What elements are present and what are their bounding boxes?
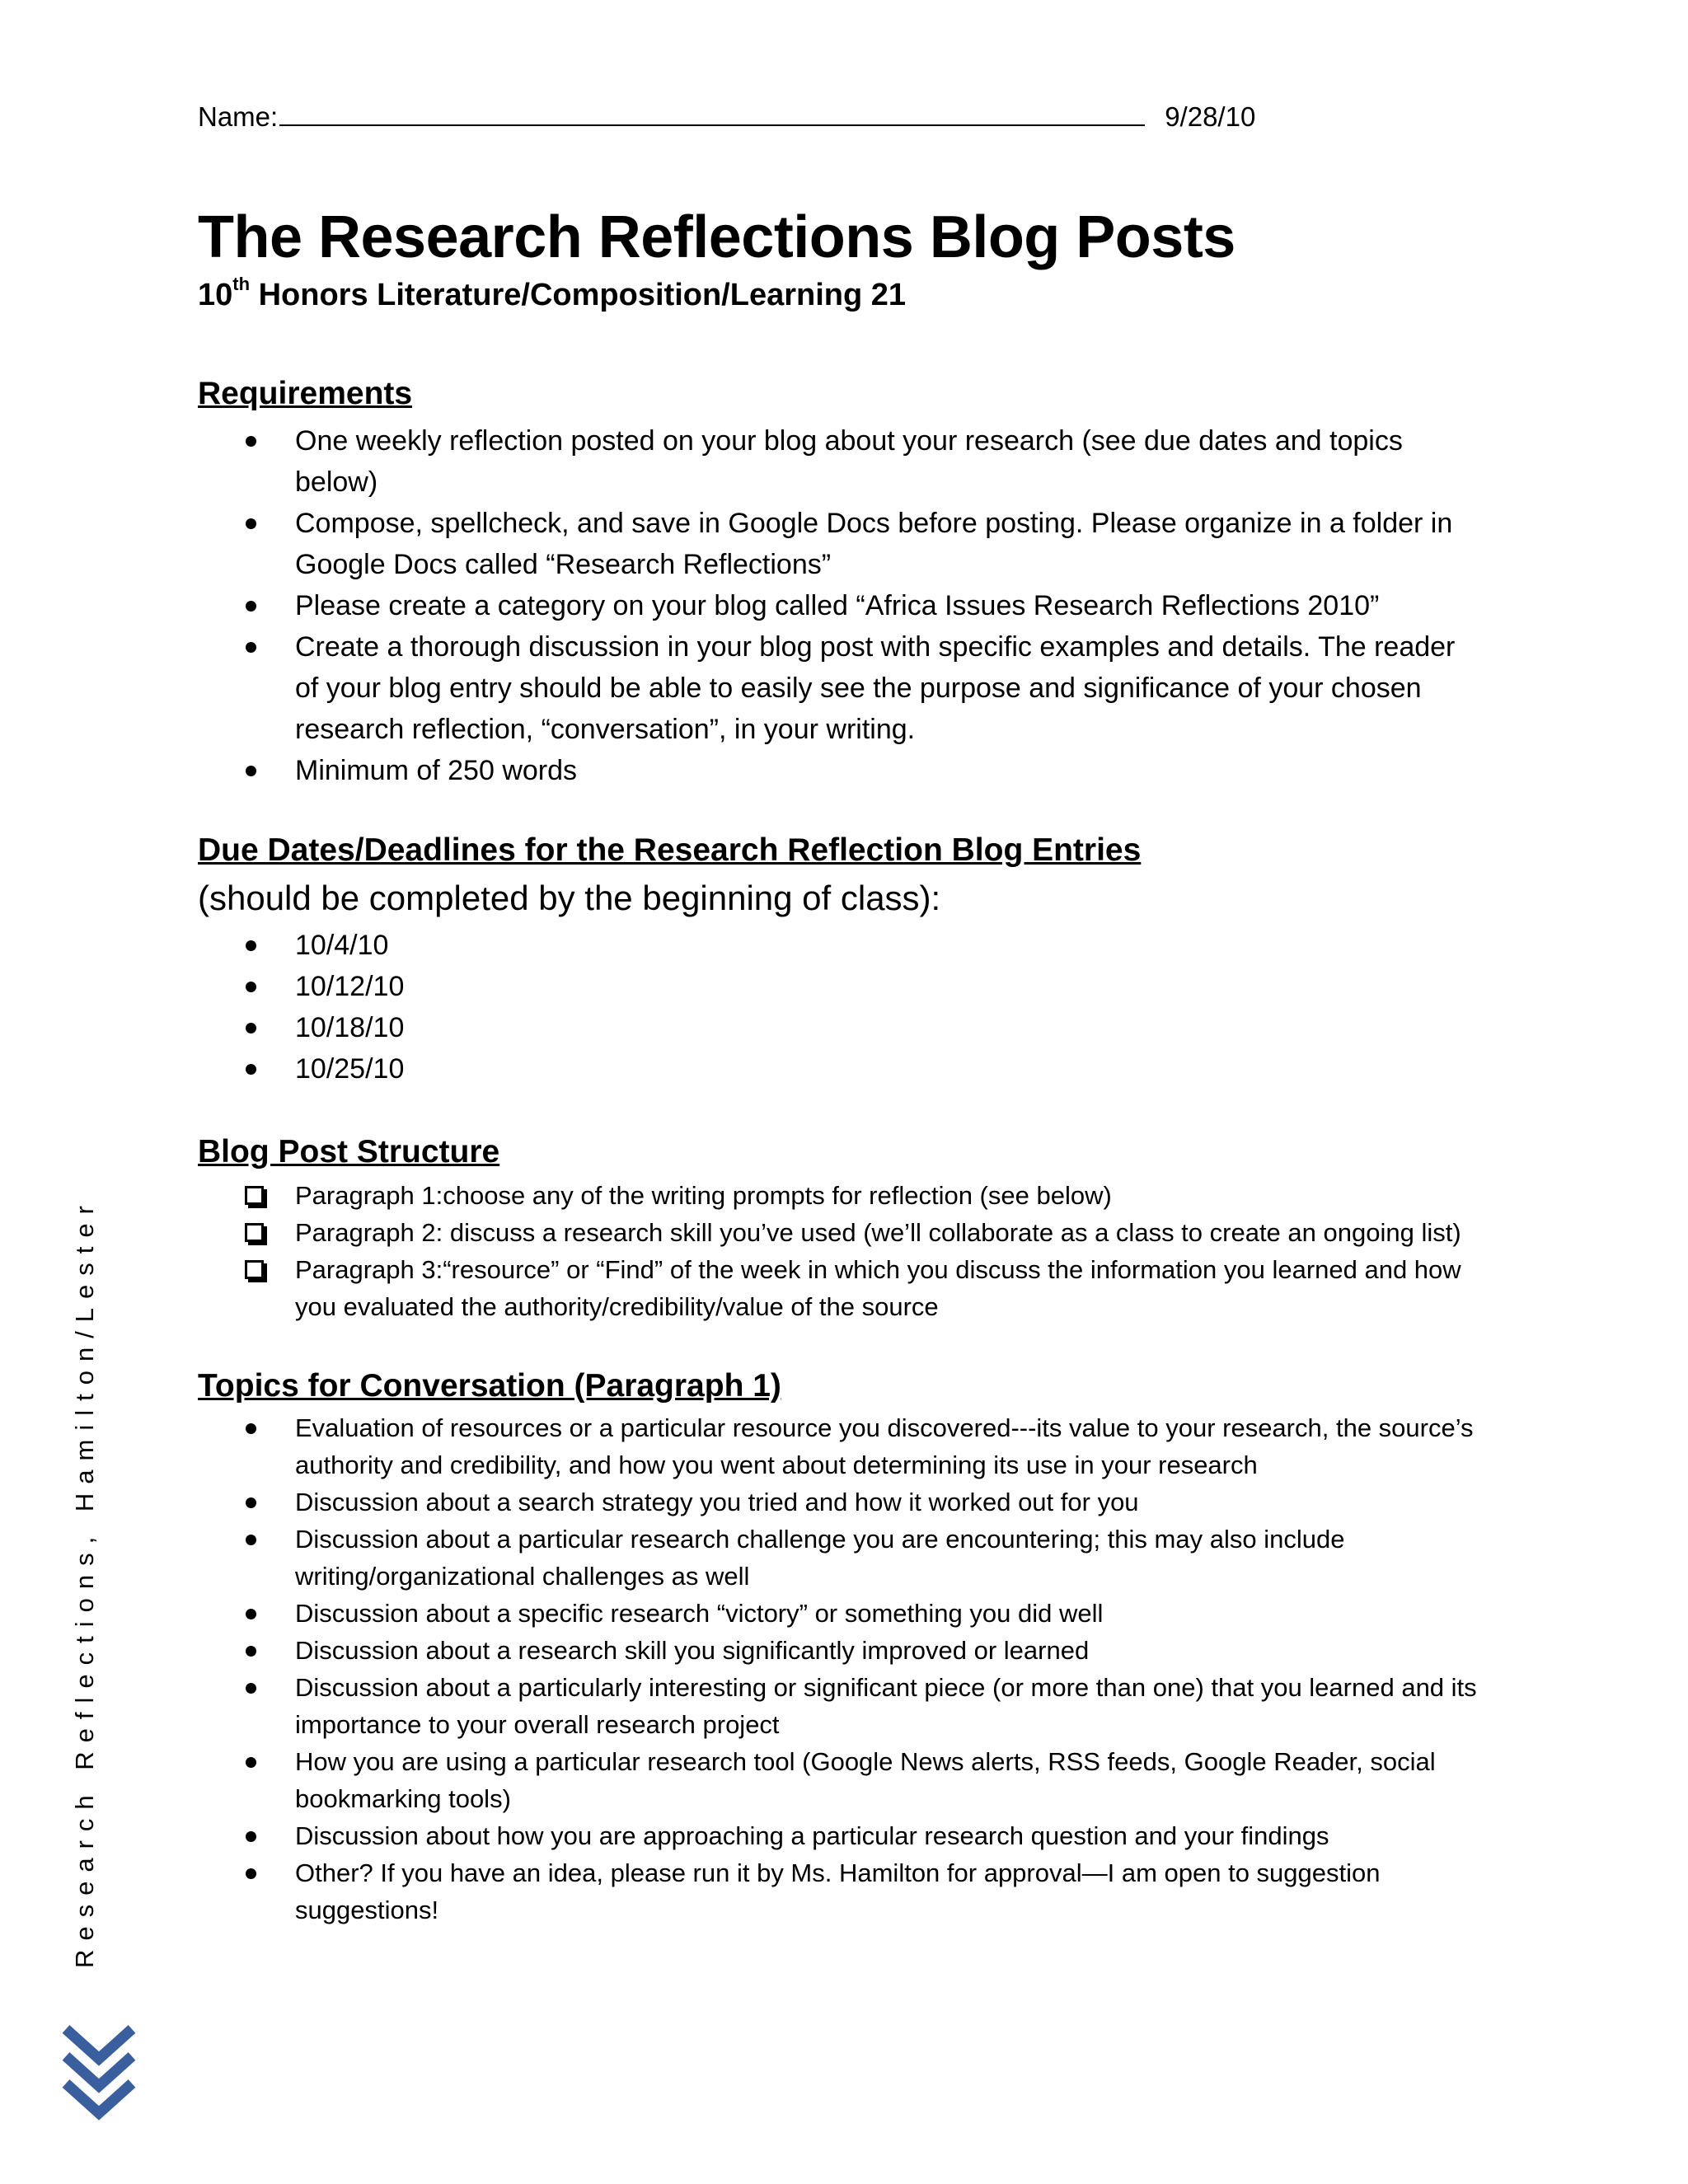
list-item: Discussion about a specific research “victory” or something you did well (0, 1595, 1482, 1632)
list-item: 10/4/10 (0, 925, 1482, 966)
due-dates-subheading: (should be completed by the beginning of class): (198, 879, 941, 917)
name-line (198, 99, 1255, 135)
bullet-icon (246, 982, 256, 992)
checkbox-icon (245, 1260, 264, 1279)
bullet-icon (246, 1683, 256, 1694)
bullet-icon (246, 766, 256, 776)
list-item: Discussion about how you are approaching a particular research question and your findings (0, 1817, 1482, 1854)
list-item: Discussion about a research skill you significantly improved or learned (0, 1632, 1482, 1669)
bullet-icon (246, 436, 256, 447)
list-item: Discussion about a search strategy you tried and how it worked out for you (0, 1483, 1482, 1521)
list-item: Other? If you have an idea, please run it by Ms. Hamilton for approval—I am open to suggestion suggestions! (0, 1854, 1482, 1929)
document-date: 9/28/10 (1165, 101, 1256, 132)
subtitle-grade-suffix: th (232, 274, 251, 294)
list-item: Create a thorough discussion in your blog post with specific examples and details. The reader of your blog entry should be able to easily see the purpose and significance of your chosen research reflection, “conversation”, in your writing. (0, 626, 1482, 750)
list-item: Minimum of 250 words (0, 750, 1482, 791)
page-title: The Research Reflections Blog Posts (198, 204, 1236, 270)
list-item: 10/12/10 (0, 966, 1482, 1007)
structure-list (0, 1177, 1482, 1325)
list-item: One weekly reflection posted on your blog about your research (see due dates and topics below) (0, 420, 1482, 503)
list-item: Paragraph 2: discuss a research skill you’ve used (we’ll collaborate as a class to create an ongoing list) (0, 1214, 1482, 1251)
list-item: Paragraph 1:choose any of the writing prompts for reflection (see below) (0, 1177, 1482, 1214)
bullet-icon (246, 601, 256, 612)
bullet-icon (246, 1757, 256, 1768)
list-item: 10/18/10 (0, 1007, 1482, 1048)
list-item: How you are using a particular research tool (Google News alerts, RSS feeds, Google Reader, social bookmarking tools) (0, 1743, 1482, 1817)
topics-heading: Topics for Conversation (Paragraph 1) (198, 1368, 781, 1404)
list-item: Evaluation of resources or a particular resource you discovered---its value to your research, the source’s authority and credibility, and how you went about determining its use in your research (0, 1409, 1482, 1483)
checkbox-icon (245, 1186, 264, 1205)
name-label: Name: (198, 101, 279, 132)
list-item: Compose, spellcheck, and save in Google Docs before posting. Please organize in a folder in Google Docs called “Research Reflections” (0, 503, 1482, 585)
subtitle-course: Honors Literature/Composition/Learning 21 (250, 278, 907, 312)
checkbox-icon (245, 1223, 264, 1242)
topics-list (0, 1409, 1482, 1929)
page-subtitle (198, 274, 906, 316)
bullet-icon (246, 1064, 256, 1075)
list-item: Discussion about a particularly interesting or significant piece (or more than one) that you learned and its importance to your overall research project (0, 1669, 1482, 1743)
bullet-icon (246, 940, 256, 951)
bullet-icon (246, 642, 256, 653)
requirements-heading: Requirements (198, 376, 413, 411)
bullet-icon (246, 518, 256, 529)
bullet-icon (246, 1831, 256, 1842)
name-blank (279, 100, 1145, 126)
subtitle-grade: 10 (198, 278, 233, 312)
side-footer-text: Research Reflections, Hamilton/Lester (70, 1197, 99, 1968)
structure-heading: Blog Post Structure (198, 1134, 500, 1169)
bullet-icon (246, 1646, 256, 1657)
bullet-icon (246, 1609, 256, 1619)
bullet-icon (246, 1423, 256, 1434)
requirements-list (0, 420, 1482, 791)
list-item: 10/25/10 (0, 1048, 1482, 1090)
list-item: Discussion about a particular research challenge you are encountering; this may also include writing/organizational challenges as well (0, 1521, 1482, 1595)
list-item: Please create a category on your blog called “Africa Issues Research Reflections 2010” (0, 585, 1482, 626)
bullet-icon (246, 1023, 256, 1033)
due-dates-list (0, 925, 1482, 1090)
list-item: Paragraph 3:“resource” or “Find” of the week in which you discuss the information you learned and how you evaluated the authority/credibility/value of the source (0, 1251, 1482, 1325)
bullet-icon (246, 1535, 256, 1545)
bullet-icon (246, 1868, 256, 1879)
bullet-icon (246, 1497, 256, 1508)
chevron-down-icon (58, 2019, 140, 2126)
due-dates-heading: Due Dates/Deadlines for the Research Reflection Blog Entries (198, 832, 1142, 868)
